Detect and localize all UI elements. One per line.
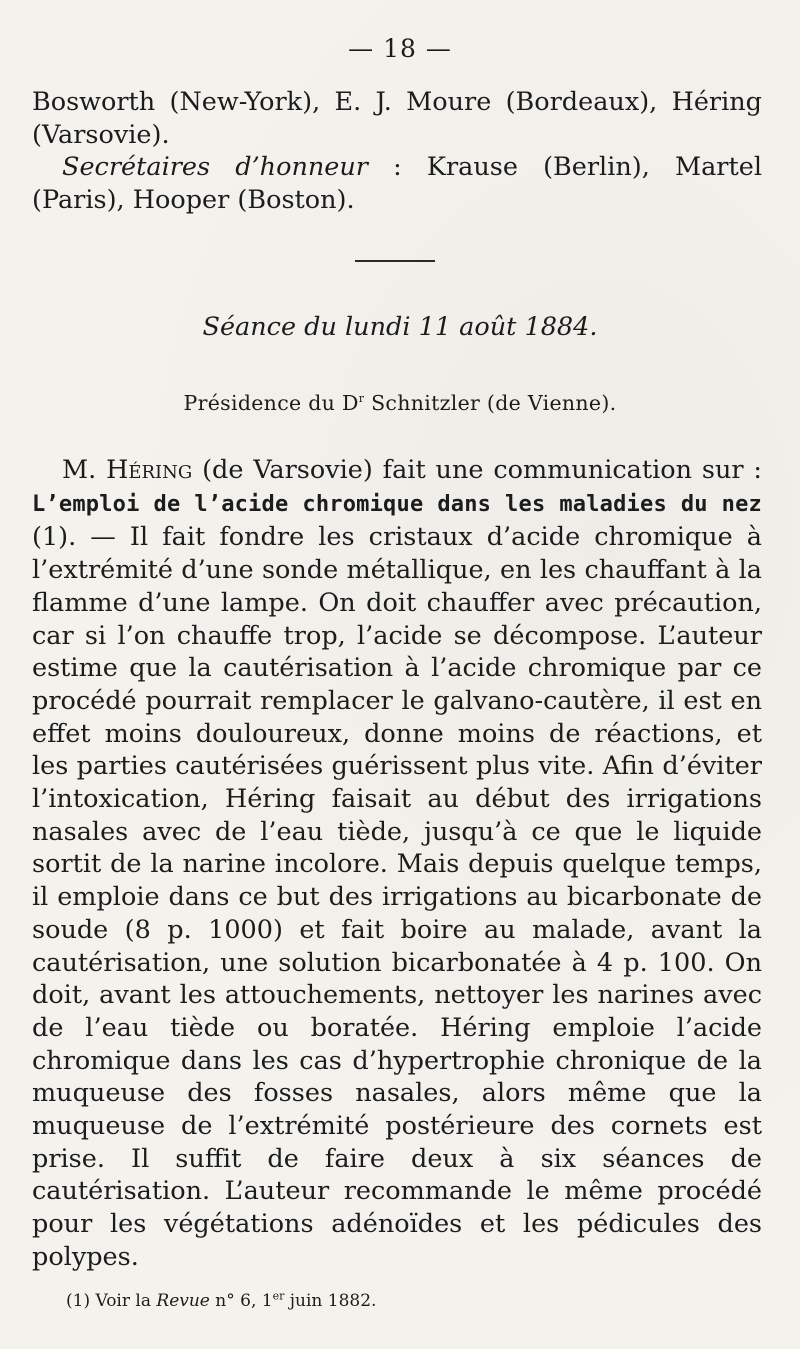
intro-line-secretaires [32, 151, 762, 216]
speaker-prefix: M. [62, 455, 107, 485]
section-divider [355, 260, 435, 262]
footnote-superscript: er [272, 1289, 285, 1303]
footnote-revue: Revue [156, 1291, 210, 1311]
footnote-text-after: juin 1882. [284, 1291, 377, 1311]
footnote-text-middle: n° 6, 1 [209, 1291, 273, 1311]
communication-paragraph [32, 454, 762, 1274]
secretaires-label: Secrétaires d’honneur [62, 152, 368, 183]
speaker-name: Héring [106, 455, 193, 485]
intro-line-presidents: Bosworth (New-York), E. J. Moure (Bordeaux), Héring (Varsovie). [32, 87, 762, 150]
secretaires-text: : Krause (Berlin), Martel (Paris), Hooper (Boston). [32, 152, 762, 216]
page-number: — 18 — [348, 34, 452, 63]
intro-paragraph [32, 86, 762, 217]
seance-title: Séance du lundi 11 août 1884. [202, 312, 598, 342]
communication-text [32, 454, 762, 1274]
footnote-text-before: (1) Voir la [66, 1291, 157, 1311]
presidence-line [0, 391, 800, 415]
footnote [66, 1291, 376, 1311]
presidence-text-before: Présidence du D [183, 391, 359, 415]
presidence-text-after: Schnitzler (de Vienne). [364, 391, 617, 415]
speaker-suffix: (de Varsovie) fait une communication sur : [192, 455, 762, 485]
communication-title: L’emploi de l’acide chromique dans les maladies du nez [32, 491, 762, 517]
presidence-superscript: r [358, 392, 365, 406]
communication-body: (1). — Il fait fondre les cristaux d’acide chromique à l’extrémité d’une sonde métallique, en les chauffant à la flamme d’une lampe. On doit chauffer avec précaution, car si l’on chauffe trop, l’acide se décompose. L’auteur estime que la cautérisation à l’acide chromique par ce procédé pourrait remplacer le galvano-cautère, il est en effet moins douloureux, donne moins de réactions, et les parties cautérisées guérissent plus vite. Afin d’éviter l’intoxication, Héring faisait au début des irrigations nasales avec de l’eau tiède, jusqu’à ce que le liquide sortit de la narine incolore. Mais depuis quelque temps, il emploie dans ce but des irrigations au bicarbonate de soude (8 p. 1000) et fait boire au malade, avant la cautérisation, une solution bicarbonatée à 4 p. 100. On doit, avant les attouchements, nettoyer les narines avec de l’eau tiède ou boratée. Héring emploie l’acide chromique dans les cas d’hypertrophie chronique de la muqueuse des fosses nasales, alors même que la muqueuse de l’extrémité postérieure des cornets est prise. Il suffit de faire deux à six séances de cautérisation. L’auteur recommande le même procédé pour les végétations adénoïdes et les pédicules des polypes. [32, 522, 762, 1272]
